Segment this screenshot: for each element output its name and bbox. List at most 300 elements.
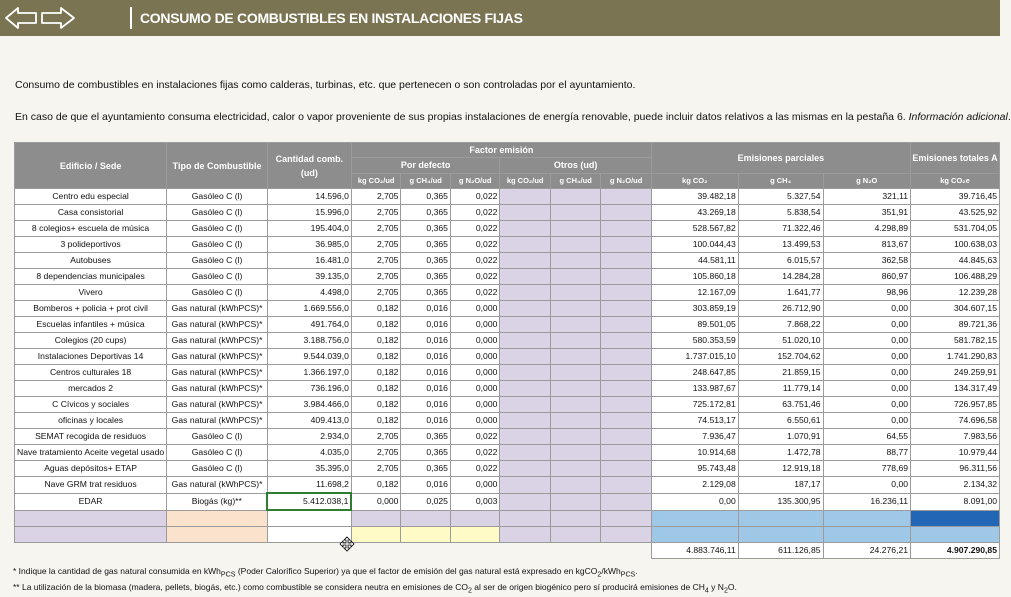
cell-otros-ch4[interactable] bbox=[550, 349, 600, 365]
cell-edificio[interactable]: Autobuses bbox=[15, 253, 167, 269]
cell-otros-n2o[interactable] bbox=[601, 253, 651, 269]
cell-otros-co2[interactable] bbox=[500, 349, 551, 365]
cell-emision-co2: 725.172,81 bbox=[651, 397, 738, 413]
cell-tipo[interactable]: Gasóleo C (l) bbox=[167, 189, 268, 205]
cell-otros-n2o[interactable] bbox=[601, 365, 651, 381]
empty-cell[interactable] bbox=[15, 510, 167, 527]
cell-otros-ch4[interactable] bbox=[550, 445, 600, 461]
cell-factor-ch4: 0,365 bbox=[401, 269, 450, 285]
cell-factor-n2o: 0,022 bbox=[450, 237, 499, 253]
cell-factor-n2o: 0,022 bbox=[450, 189, 499, 205]
cell-otros-co2[interactable] bbox=[500, 253, 551, 269]
footnote-2-sub-c: 2 bbox=[723, 586, 728, 595]
cell-factor-co2: 0,000 bbox=[351, 493, 401, 510]
cell-otros-n2o[interactable] bbox=[601, 413, 651, 429]
footnote-2-part-a: ** La utilización de la biomasa (madera, pellets, biogás, etc.) como combustible se considera neutra en emisiones de CO bbox=[13, 582, 468, 592]
table-row bbox=[15, 221, 1000, 237]
cell-cantidad[interactable]: 1.669.556,0 bbox=[267, 301, 351, 317]
cell-tipo[interactable]: Gasóleo C (l) bbox=[167, 269, 268, 285]
cell-factor-n2o: 0,022 bbox=[450, 461, 499, 477]
page-title: CONSUMO DE COMBUSTIBLES EN INSTALACIONES FIJAS bbox=[140, 10, 523, 26]
totals-spacer bbox=[401, 543, 450, 559]
cell-edificio[interactable]: Nave GRM trat residuos bbox=[15, 477, 167, 494]
cell-factor-n2o: 0,022 bbox=[450, 269, 499, 285]
cell-cantidad[interactable]: 409.413,0 bbox=[267, 413, 351, 429]
cell-factor-ch4: 0,016 bbox=[401, 381, 450, 397]
cell-emision-ch4: 13.499,53 bbox=[738, 237, 823, 253]
cell-tipo[interactable]: Gasóleo C (l) bbox=[167, 205, 268, 221]
cell-edificio[interactable]: Vivero bbox=[15, 285, 167, 301]
cell-otros-n2o[interactable] bbox=[601, 237, 651, 253]
cell-otros-n2o[interactable] bbox=[601, 493, 651, 510]
cell-factor-co2: 0,182 bbox=[351, 477, 401, 494]
cell-otros-co2[interactable] bbox=[500, 477, 551, 494]
cell-factor-n2o: 0,022 bbox=[450, 253, 499, 269]
cell-emision-ch4: 1.472,78 bbox=[738, 445, 823, 461]
cell-otros-co2[interactable] bbox=[500, 493, 551, 510]
cell-emision-co2: 105.860,18 bbox=[651, 269, 738, 285]
cell-tipo[interactable]: Biogás (kg)** bbox=[167, 493, 268, 510]
cell-emision-ch4: 26.712,90 bbox=[738, 301, 823, 317]
cell-emision-co2: 100.044,43 bbox=[651, 237, 738, 253]
unit-g-ch4: g CH₄ bbox=[738, 174, 823, 189]
cell-otros-ch4[interactable] bbox=[550, 221, 600, 237]
cell-otros-ch4[interactable] bbox=[550, 205, 600, 221]
cell-edificio[interactable]: Colegios (20 cups) bbox=[15, 333, 167, 349]
col-header-por-defecto: Por defecto bbox=[351, 158, 500, 174]
cell-otros-co2[interactable] bbox=[500, 317, 551, 333]
cell-factor-n2o: 0,022 bbox=[450, 285, 499, 301]
cell-otros-n2o[interactable] bbox=[601, 477, 651, 494]
cell-factor-n2o: 0,000 bbox=[450, 349, 499, 365]
table-row bbox=[15, 445, 1000, 461]
cell-cantidad[interactable]: 16.481,0 bbox=[267, 253, 351, 269]
cell-tipo[interactable]: Gasóleo C (l) bbox=[167, 253, 268, 269]
empty-cell[interactable] bbox=[167, 527, 268, 543]
table-row bbox=[15, 397, 1000, 413]
cell-edificio[interactable]: C Cívicos y sociales bbox=[15, 397, 167, 413]
cell-otros-co2[interactable] bbox=[500, 397, 551, 413]
empty-cell bbox=[911, 510, 1000, 527]
cell-emision-n2o: 0,00 bbox=[823, 317, 911, 333]
cell-emision-total: 39.716,45 bbox=[911, 189, 1000, 205]
cell-factor-ch4: 0,025 bbox=[401, 493, 450, 510]
cell-otros-n2o[interactable] bbox=[601, 381, 651, 397]
cell-emision-n2o: 362,58 bbox=[823, 253, 911, 269]
empty-cell[interactable] bbox=[351, 510, 401, 527]
empty-cell bbox=[738, 527, 823, 543]
cell-otros-co2[interactable] bbox=[500, 461, 551, 477]
empty-cell[interactable] bbox=[401, 527, 450, 543]
cell-factor-co2: 0,182 bbox=[351, 333, 401, 349]
cell-otros-ch4[interactable] bbox=[550, 237, 600, 253]
cell-emision-ch4: 21.859,15 bbox=[738, 365, 823, 381]
cell-factor-co2: 0,182 bbox=[351, 301, 401, 317]
empty-cell[interactable] bbox=[450, 510, 499, 527]
cell-tipo[interactable]: Gas natural (kWhPCS)* bbox=[167, 381, 268, 397]
cell-otros-n2o[interactable] bbox=[601, 461, 651, 477]
footnote-1-sub-c: PCS bbox=[620, 570, 636, 579]
cell-factor-co2: 0,182 bbox=[351, 317, 401, 333]
cell-tipo[interactable]: Gas natural (kWhPCS)* bbox=[167, 349, 268, 365]
cell-emision-ch4: 5.838,54 bbox=[738, 205, 823, 221]
cell-factor-n2o: 0,000 bbox=[450, 317, 499, 333]
cell-factor-co2: 2,705 bbox=[351, 253, 401, 269]
footnote-2-sub-b: 4 bbox=[704, 586, 709, 595]
cell-cantidad[interactable]: 3.188.756,0 bbox=[267, 333, 351, 349]
col-header-emisiones-parciales: Emisiones parciales bbox=[651, 143, 910, 174]
cell-otros-n2o[interactable] bbox=[601, 205, 651, 221]
cell-edificio[interactable]: EDAR bbox=[15, 493, 167, 510]
unit-g-ch4-ud-otros: g CH₄/ud bbox=[550, 174, 600, 189]
cell-factor-n2o: 0,022 bbox=[450, 205, 499, 221]
cell-cantidad[interactable]: 39.135,0 bbox=[267, 269, 351, 285]
cell-emision-total: 12.239,28 bbox=[911, 285, 1000, 301]
cell-tipo[interactable]: Gasóleo C (l) bbox=[167, 429, 268, 445]
cell-otros-n2o[interactable] bbox=[601, 429, 651, 445]
intro-text-2-main: En caso de que el ayuntamiento consuma electricidad, calor o vapor proveniente de sus propias instalaciones de energía renovable, puede incluir datos relativos a las mismas en la pestaña 6. bbox=[15, 111, 906, 123]
intro-text-2 bbox=[15, 111, 1011, 123]
cell-otros-ch4[interactable] bbox=[550, 381, 600, 397]
cell-factor-ch4: 0,365 bbox=[401, 285, 450, 301]
cell-emision-ch4: 187,17 bbox=[738, 477, 823, 494]
cell-edificio[interactable]: oficinas y locales bbox=[15, 413, 167, 429]
footnote-biomasa bbox=[13, 582, 737, 595]
cell-factor-n2o: 0,000 bbox=[450, 333, 499, 349]
unit-g-n2o: g N₂O bbox=[823, 174, 911, 189]
cell-emision-n2o: 0,00 bbox=[823, 349, 911, 365]
empty-cell[interactable] bbox=[601, 510, 651, 527]
cell-emision-co2: 303.859,19 bbox=[651, 301, 738, 317]
cell-emision-total: 44.845,63 bbox=[911, 253, 1000, 269]
cell-otros-co2[interactable] bbox=[500, 221, 551, 237]
totals-spacer bbox=[500, 543, 551, 559]
cell-cantidad[interactable]: 35.395,0 bbox=[267, 461, 351, 477]
cell-otros-co2[interactable] bbox=[500, 301, 551, 317]
cell-otros-ch4[interactable] bbox=[550, 269, 600, 285]
cell-factor-n2o: 0,000 bbox=[450, 413, 499, 429]
cell-emision-total: 96.311,56 bbox=[911, 461, 1000, 477]
cell-otros-ch4[interactable] bbox=[550, 301, 600, 317]
cell-factor-ch4: 0,365 bbox=[401, 429, 450, 445]
cell-edificio[interactable]: 3 polideportivos bbox=[15, 237, 167, 253]
cell-edificio[interactable]: Instalaciones Deportivas 14 bbox=[15, 349, 167, 365]
empty-cell[interactable] bbox=[351, 527, 401, 543]
cell-edificio[interactable]: Centros culturales 18 bbox=[15, 365, 167, 381]
cell-emision-total: 7.983,56 bbox=[911, 429, 1000, 445]
cell-otros-n2o[interactable] bbox=[601, 317, 651, 333]
cell-cantidad[interactable]: 4.035,0 bbox=[267, 445, 351, 461]
cell-otros-ch4[interactable] bbox=[550, 189, 600, 205]
table-row bbox=[15, 189, 1000, 205]
table-row bbox=[15, 269, 1000, 285]
cell-factor-n2o: 0,000 bbox=[450, 301, 499, 317]
cell-edificio[interactable]: Aguas depósitos+ ETAP bbox=[15, 461, 167, 477]
cell-emision-ch4: 6.015,57 bbox=[738, 253, 823, 269]
cell-emision-total: 89.721,36 bbox=[911, 317, 1000, 333]
cell-emision-total: 134.317,49 bbox=[911, 381, 1000, 397]
empty-cell[interactable] bbox=[601, 527, 651, 543]
cell-factor-ch4: 0,016 bbox=[401, 301, 450, 317]
cell-edificio[interactable]: 8 colegios+ escuela de música bbox=[15, 221, 167, 237]
cell-otros-ch4[interactable] bbox=[550, 365, 600, 381]
cell-edificio[interactable]: Escuelas infantiles + música bbox=[15, 317, 167, 333]
cell-tipo[interactable]: Gasóleo C (l) bbox=[167, 237, 268, 253]
cell-emision-n2o: 860,97 bbox=[823, 269, 911, 285]
empty-cell bbox=[651, 510, 738, 527]
cell-cantidad[interactable]: 2.934,0 bbox=[267, 429, 351, 445]
cell-emision-ch4: 152.704,62 bbox=[738, 349, 823, 365]
empty-cell bbox=[911, 527, 1000, 543]
cell-factor-ch4: 0,365 bbox=[401, 189, 450, 205]
cell-factor-n2o: 0,000 bbox=[450, 477, 499, 494]
cell-otros-ch4[interactable] bbox=[550, 397, 600, 413]
cell-factor-n2o: 0,022 bbox=[450, 445, 499, 461]
empty-cell[interactable] bbox=[550, 527, 600, 543]
empty-cell[interactable] bbox=[450, 527, 499, 543]
cell-factor-n2o: 0,022 bbox=[450, 429, 499, 445]
cell-emision-co2: 133.987,67 bbox=[651, 381, 738, 397]
cell-emision-ch4: 12.919,18 bbox=[738, 461, 823, 477]
cell-otros-ch4[interactable] bbox=[550, 285, 600, 301]
totals-spacer bbox=[15, 543, 167, 559]
cell-tipo[interactable]: Gasóleo C (l) bbox=[167, 221, 268, 237]
cell-factor-ch4: 0,365 bbox=[401, 237, 450, 253]
footnote-2-part-b: al ser de origen biogénico pero sí producirá emisiones de CH bbox=[471, 582, 705, 592]
cell-otros-co2[interactable] bbox=[500, 285, 551, 301]
empty-cell[interactable] bbox=[267, 527, 351, 543]
cell-cantidad[interactable]: 491.764,0 bbox=[267, 317, 351, 333]
cell-edificio[interactable]: Nave tratamiento Aceite vegetal usado bbox=[15, 445, 167, 461]
cell-emision-ch4: 1.641,77 bbox=[738, 285, 823, 301]
cell-emision-co2: 12.167,09 bbox=[651, 285, 738, 301]
cell-otros-ch4[interactable] bbox=[550, 477, 600, 494]
cell-tipo[interactable]: Gasóleo C (l) bbox=[167, 461, 268, 477]
cell-emision-ch4: 1.070,91 bbox=[738, 429, 823, 445]
unit-g-ch4-ud: g CH₄/ud bbox=[401, 174, 450, 189]
cell-factor-n2o: 0,000 bbox=[450, 365, 499, 381]
cell-factor-co2: 2,705 bbox=[351, 285, 401, 301]
arrow-left-outline-icon[interactable] bbox=[4, 6, 38, 30]
cell-emision-ch4: 11.779,14 bbox=[738, 381, 823, 397]
empty-cell[interactable] bbox=[267, 510, 351, 527]
cell-otros-co2[interactable] bbox=[500, 237, 551, 253]
cell-otros-n2o[interactable] bbox=[601, 397, 651, 413]
cell-emision-co2: 39.482,18 bbox=[651, 189, 738, 205]
cell-emision-n2o: 813,67 bbox=[823, 237, 911, 253]
cell-otros-ch4[interactable] bbox=[550, 493, 600, 510]
empty-cell[interactable] bbox=[167, 510, 268, 527]
cell-cantidad[interactable]: 736.196,0 bbox=[267, 381, 351, 397]
cell-otros-n2o[interactable] bbox=[601, 285, 651, 301]
cell-tipo[interactable]: Gas natural (kWhPCS)* bbox=[167, 301, 268, 317]
cell-emision-co2: 0,00 bbox=[651, 493, 738, 510]
col-header-otros: Otros (ud) bbox=[500, 158, 651, 174]
cell-otros-ch4[interactable] bbox=[550, 461, 600, 477]
empty-cell[interactable] bbox=[15, 527, 167, 543]
cell-cantidad[interactable]: 15.996,0 bbox=[267, 205, 351, 221]
empty-cell[interactable] bbox=[500, 510, 551, 527]
cell-tipo[interactable]: Gas natural (kWhPCS)* bbox=[167, 413, 268, 429]
cell-cantidad[interactable]: 14.596,0 bbox=[267, 189, 351, 205]
cell-emision-total: 2.134,32 bbox=[911, 477, 1000, 494]
cell-emision-ch4: 63.751,46 bbox=[738, 397, 823, 413]
intro-text-2-end: . bbox=[1007, 111, 1011, 123]
table-row bbox=[15, 381, 1000, 397]
table-row bbox=[15, 493, 1000, 510]
cell-emision-co2: 89.501,05 bbox=[651, 317, 738, 333]
cell-emision-co2: 95.743,48 bbox=[651, 461, 738, 477]
cell-otros-co2[interactable] bbox=[500, 189, 551, 205]
cell-cantidad[interactable]: 36.985,0 bbox=[267, 237, 351, 253]
cell-emision-n2o: 0,00 bbox=[823, 477, 911, 494]
cell-otros-ch4[interactable] bbox=[550, 333, 600, 349]
cell-tipo[interactable]: Gas natural (kWhPCS)* bbox=[167, 477, 268, 494]
total-co2e: 4.907.290,85 bbox=[911, 543, 1000, 559]
cell-factor-ch4: 0,365 bbox=[401, 445, 450, 461]
col-header-emisiones-totales: Emisiones totales A bbox=[911, 143, 1000, 174]
cell-tipo[interactable]: Gasóleo C (l) bbox=[167, 445, 268, 461]
cell-emision-total: 726.957,85 bbox=[911, 397, 1000, 413]
cell-emision-total: 10.979,44 bbox=[911, 445, 1000, 461]
cell-otros-co2[interactable] bbox=[500, 413, 551, 429]
cell-emision-n2o: 0,00 bbox=[823, 413, 911, 429]
arrow-right-outline-icon[interactable] bbox=[40, 6, 76, 30]
cell-cantidad[interactable]: 195.404,0 bbox=[267, 221, 351, 237]
cell-emision-ch4: 135.300,95 bbox=[738, 493, 823, 510]
cell-emision-co2: 74.513,17 bbox=[651, 413, 738, 429]
cell-emision-total: 581.782,15 bbox=[911, 333, 1000, 349]
move-cursor-icon bbox=[340, 537, 354, 551]
cell-edificio[interactable]: Centro edu especial bbox=[15, 189, 167, 205]
cell-edificio[interactable]: mercados 2 bbox=[15, 381, 167, 397]
cell-edificio[interactable]: 8 dependencias municipales bbox=[15, 269, 167, 285]
cell-tipo[interactable]: Gas natural (kWhPCS)* bbox=[167, 317, 268, 333]
table-row bbox=[15, 205, 1000, 221]
cell-tipo[interactable]: Gas natural (kWhPCS)* bbox=[167, 333, 268, 349]
cell-factor-ch4: 0,016 bbox=[401, 317, 450, 333]
cell-emision-ch4: 6.550,61 bbox=[738, 413, 823, 429]
cell-otros-n2o[interactable] bbox=[601, 269, 651, 285]
cell-factor-n2o: 0,022 bbox=[450, 221, 499, 237]
totals-spacer bbox=[167, 543, 268, 559]
cell-otros-ch4[interactable] bbox=[550, 429, 600, 445]
footnote-2-part-d: O. bbox=[727, 582, 737, 592]
cell-factor-co2: 0,182 bbox=[351, 381, 401, 397]
cell-emision-n2o: 4.298,89 bbox=[823, 221, 911, 237]
cell-cantidad[interactable]: 5.412.038,1 bbox=[267, 493, 351, 510]
intro-text-2-link: Información adicional bbox=[908, 111, 1008, 123]
cell-factor-ch4: 0,365 bbox=[401, 205, 450, 221]
empty-cell[interactable] bbox=[550, 510, 600, 527]
cell-otros-n2o[interactable] bbox=[601, 301, 651, 317]
cell-factor-co2: 0,182 bbox=[351, 397, 401, 413]
totals-spacer bbox=[450, 543, 499, 559]
cell-tipo[interactable]: Gas natural (kWhPCS)* bbox=[167, 365, 268, 381]
unit-kg-co2-ud-otros: kg CO₂/ud bbox=[500, 174, 551, 189]
totals-spacer bbox=[267, 543, 351, 559]
cell-otros-n2o[interactable] bbox=[601, 189, 651, 205]
title-bar bbox=[0, 0, 1000, 36]
empty-cell[interactable] bbox=[401, 510, 450, 527]
table-row bbox=[15, 477, 1000, 494]
cell-tipo[interactable]: Gas natural (kWhPCS)* bbox=[167, 397, 268, 413]
cell-factor-co2: 2,705 bbox=[351, 237, 401, 253]
cell-factor-n2o: 0,003 bbox=[450, 493, 499, 510]
cell-emision-co2: 528.567,82 bbox=[651, 221, 738, 237]
cell-otros-co2[interactable] bbox=[500, 269, 551, 285]
cell-emision-total: 304.607,15 bbox=[911, 301, 1000, 317]
empty-cell bbox=[823, 510, 911, 527]
cell-emision-co2: 1.737.015,10 bbox=[651, 349, 738, 365]
table-row bbox=[15, 413, 1000, 429]
totals-spacer bbox=[550, 543, 600, 559]
cell-otros-co2[interactable] bbox=[500, 333, 551, 349]
table-row bbox=[15, 365, 1000, 381]
cell-otros-n2o[interactable] bbox=[601, 445, 651, 461]
table-row bbox=[15, 333, 1000, 349]
empty-input-row bbox=[15, 510, 1000, 527]
empty-input-row bbox=[15, 527, 1000, 543]
cell-factor-ch4: 0,016 bbox=[401, 365, 450, 381]
cell-factor-co2: 2,705 bbox=[351, 445, 401, 461]
cell-factor-ch4: 0,365 bbox=[401, 253, 450, 269]
cell-emision-n2o: 64,55 bbox=[823, 429, 911, 445]
cell-otros-co2[interactable] bbox=[500, 205, 551, 221]
empty-cell bbox=[651, 527, 738, 543]
cell-cantidad[interactable]: 1.366.197,0 bbox=[267, 365, 351, 381]
cell-emision-n2o: 0,00 bbox=[823, 333, 911, 349]
cell-otros-ch4[interactable] bbox=[550, 413, 600, 429]
cell-emision-ch4: 7.868,22 bbox=[738, 317, 823, 333]
cell-emision-ch4: 14.284,28 bbox=[738, 269, 823, 285]
cell-otros-co2[interactable] bbox=[500, 365, 551, 381]
cell-edificio[interactable]: SEMAT recogida de residuos bbox=[15, 429, 167, 445]
cell-emision-n2o: 0,00 bbox=[823, 381, 911, 397]
cell-otros-ch4[interactable] bbox=[550, 253, 600, 269]
cell-otros-n2o[interactable] bbox=[601, 221, 651, 237]
cell-cantidad[interactable]: 4.498,0 bbox=[267, 285, 351, 301]
cell-cantidad[interactable]: 9.544.039,0 bbox=[267, 349, 351, 365]
total-co2: 4.883.746,11 bbox=[651, 543, 738, 559]
cell-cantidad[interactable]: 11.698,2 bbox=[267, 477, 351, 494]
cell-edificio[interactable]: Bomberos + policia + prot civil bbox=[15, 301, 167, 317]
cell-otros-co2[interactable] bbox=[500, 429, 551, 445]
empty-cell[interactable] bbox=[500, 527, 551, 543]
intro-text-1: Consumo de combustibles en instalaciones fijas como calderas, turbinas, etc. que pertenecen o son controladas por el ayuntamiento. bbox=[15, 79, 636, 91]
cell-emision-n2o: 0,00 bbox=[823, 365, 911, 381]
cell-otros-ch4[interactable] bbox=[550, 317, 600, 333]
cell-factor-co2: 2,705 bbox=[351, 429, 401, 445]
cell-emision-ch4: 51.020,10 bbox=[738, 333, 823, 349]
total-n2o: 24.276,21 bbox=[823, 543, 911, 559]
cell-emision-co2: 10.914,68 bbox=[651, 445, 738, 461]
cell-otros-co2[interactable] bbox=[500, 381, 551, 397]
cell-tipo[interactable]: Gasóleo C (l) bbox=[167, 285, 268, 301]
cell-otros-n2o[interactable] bbox=[601, 349, 651, 365]
table-row bbox=[15, 285, 1000, 301]
cell-edificio[interactable]: Casa consistorial bbox=[15, 205, 167, 221]
cell-factor-n2o: 0,000 bbox=[450, 397, 499, 413]
cell-otros-n2o[interactable] bbox=[601, 333, 651, 349]
cell-otros-co2[interactable] bbox=[500, 445, 551, 461]
unit-g-n2o-ud-otros: g N₂O/ud bbox=[601, 174, 651, 189]
col-header-factor: Factor emisión bbox=[351, 143, 651, 158]
footnote-1-part-b: (Poder Calorífico Superior) ya que el factor de emisión del gas natural está expresado en kgCO bbox=[235, 566, 598, 576]
cell-emision-n2o: 0,00 bbox=[823, 301, 911, 317]
cell-cantidad[interactable]: 3.984.466,0 bbox=[267, 397, 351, 413]
cell-factor-co2: 2,705 bbox=[351, 221, 401, 237]
